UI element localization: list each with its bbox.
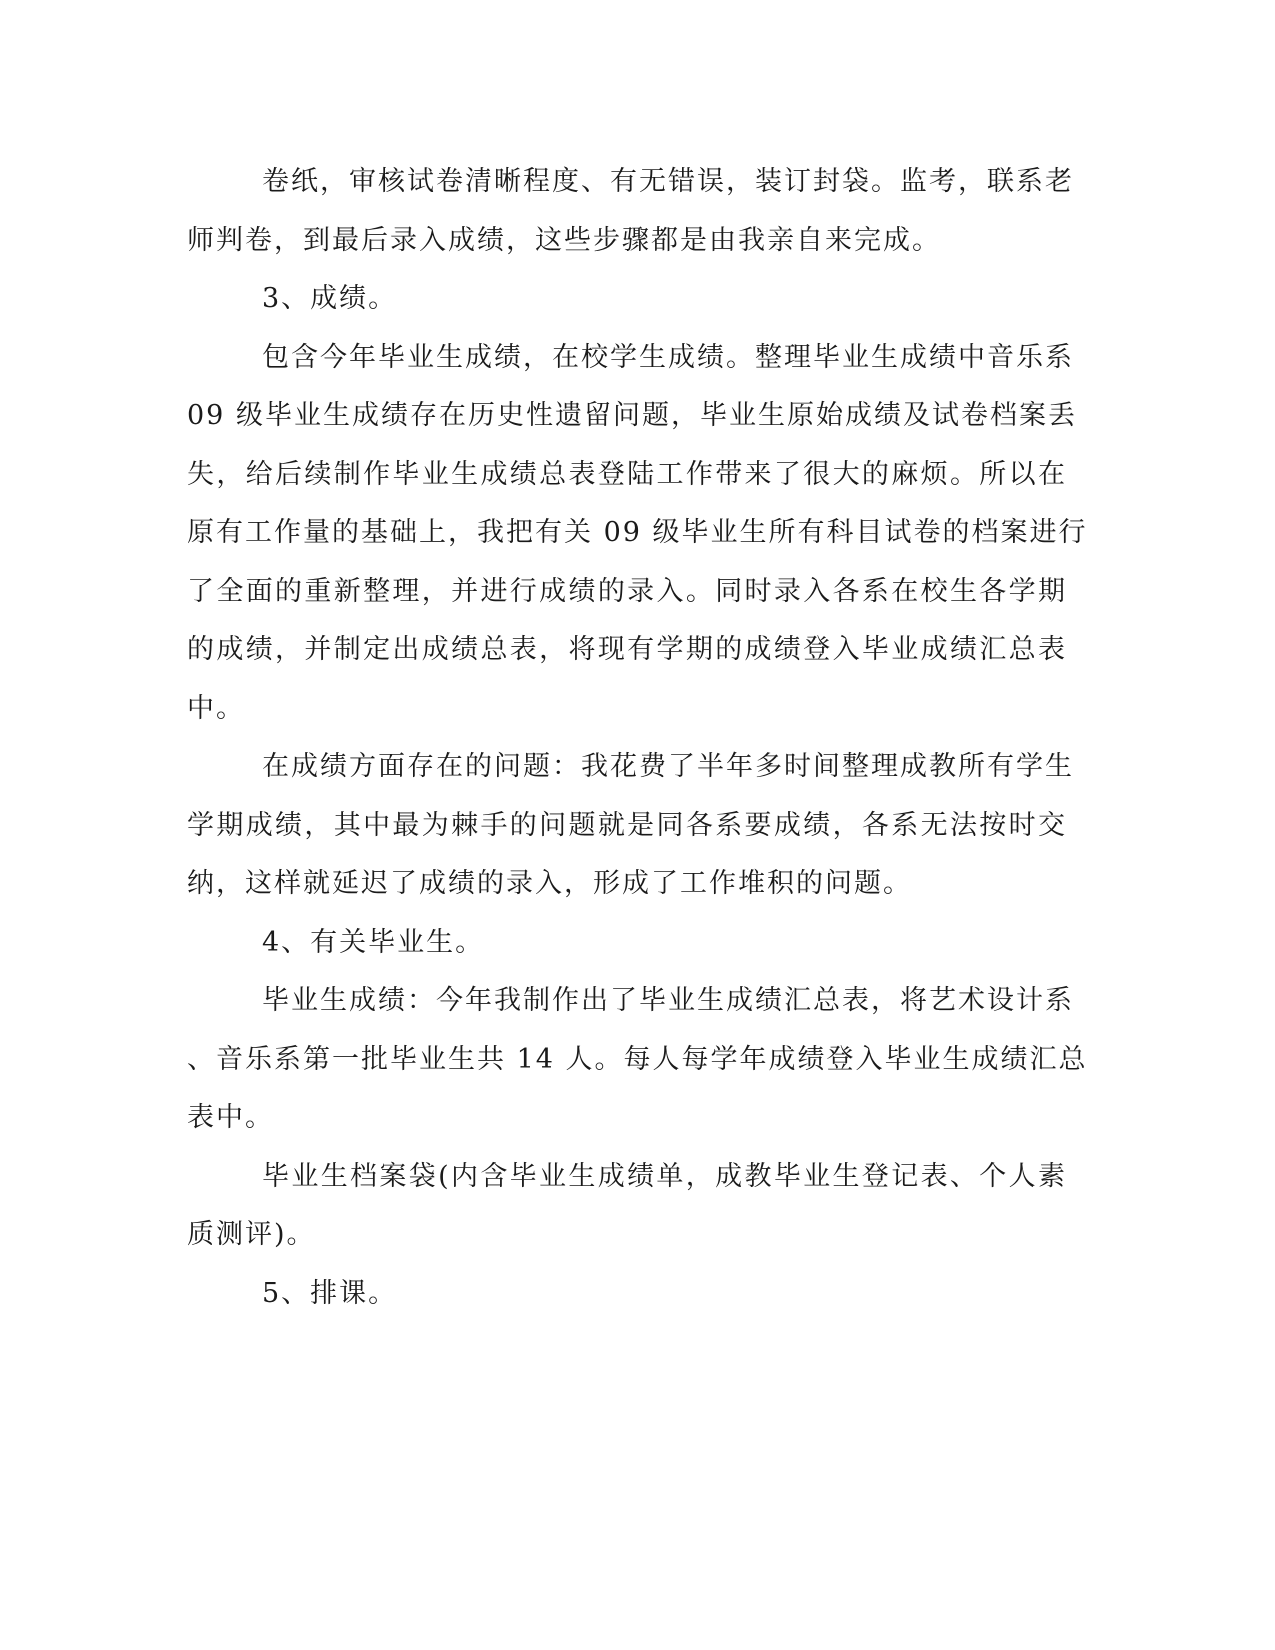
text-line-1: 卷纸，审核试卷清晰程度、有无错误，装订封袋。监考，联系老 [262,166,1074,197]
text-line-16: 、音乐系第一批毕业生共 14 人。每人每学年成绩登入毕业生成绩汇总 [187,1044,1088,1075]
text-line-11: 在成绩方面存在的问题：我花费了半年多时间整理成教所有学生 [262,751,1074,782]
text-line-6: 失，给后续制作毕业生成绩总表登陆工作带来了很大的麻烦。所以在 [187,459,1067,490]
text-line-5: 09 级毕业生成绩存在历史性遗留问题，毕业生原始成绩及试卷档案丢 [187,400,1077,431]
text-line-7: 原有工作量的基础上，我把有关 09 级毕业生所有科目试卷的档案进行 [187,517,1088,548]
text-line-13: 纳，这样就延迟了成绩的录入，形成了工作堆积的问题。 [187,868,912,899]
text-line-12: 学期成绩，其中最为棘手的问题就是同各系要成绩，各系无法按时交 [187,810,1067,841]
text-line-2: 师判卷，到最后录入成绩，这些步骤都是由我亲自来完成。 [187,225,941,256]
text-line-17: 表中。 [187,1102,274,1133]
text-line-4: 包含今年毕业生成绩，在校学生成绩。整理毕业生成绩中音乐系 [262,342,1074,373]
text-line-19: 质测评)。 [187,1219,316,1250]
section-heading-3: 3、成绩。 [262,283,398,314]
text-line-10: 中。 [187,693,245,724]
section-heading-5: 5、排课。 [262,1278,398,1309]
text-line-15: 毕业生成绩：今年我制作出了毕业生成绩汇总表，将艺术设计系 [262,985,1074,1016]
text-line-18: 毕业生档案袋(内含毕业生成绩单，成教毕业生登记表、个人素 [262,1161,1067,1192]
text-line-9: 的成绩，并制定出成绩总表，将现有学期的成绩登入毕业成绩汇总表 [187,634,1067,665]
section-heading-4: 4、有关毕业生。 [262,927,485,958]
text-line-8: 了全面的重新整理，并进行成绩的录入。同时录入各系在校生各学期 [187,576,1067,607]
